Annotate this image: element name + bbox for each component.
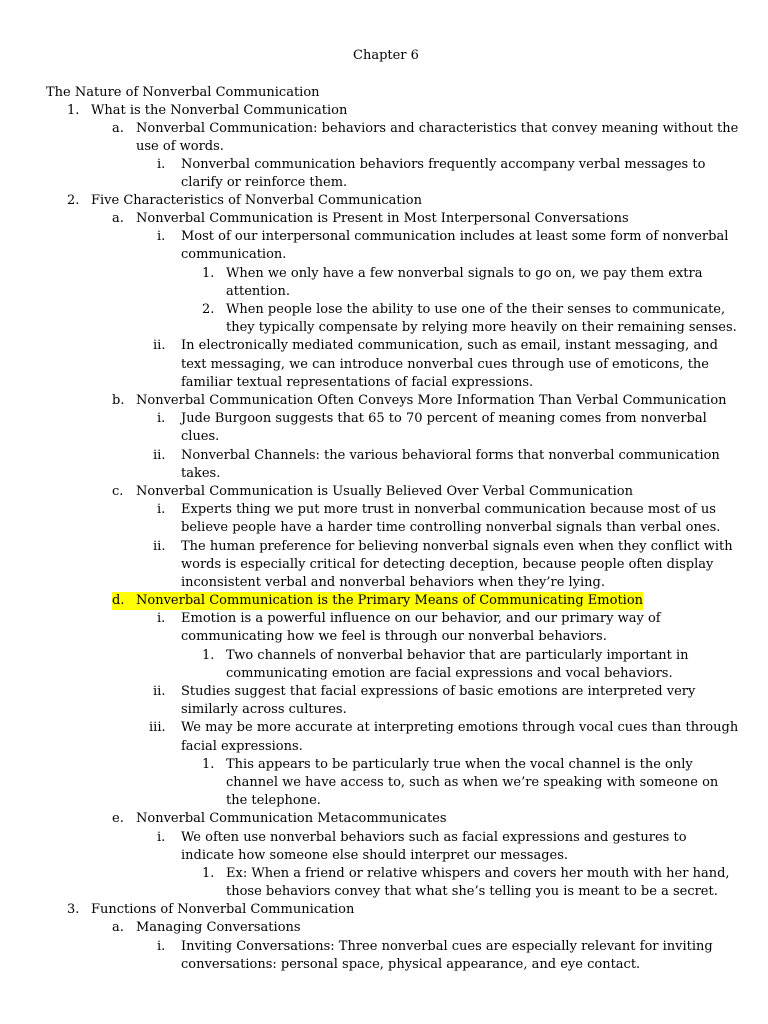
outline-line: [67, 901, 354, 919]
outline-text: inconsistent verbal and nonverbal behaviors when they’re lying.: [181, 575, 606, 590]
outline-line: [157, 501, 716, 519]
outline-text: takes.: [181, 466, 221, 481]
outline-line: [202, 865, 730, 883]
outline-line: [181, 956, 640, 974]
outline-line: [149, 719, 739, 737]
outline-text: Nonverbal Channels: the various behavioral forms that nonverbal communication: [181, 448, 720, 463]
outline-text: Experts thing we put more trust in nonverbal communication because most of us: [181, 502, 716, 517]
list-marker: 1.: [202, 866, 215, 881]
outline-line: [202, 265, 702, 283]
outline-line: [202, 301, 725, 319]
outline-line: [226, 283, 290, 301]
outline-text: clarify or reinforce them.: [181, 175, 348, 190]
list-marker: i.: [157, 939, 166, 954]
section-heading: The Nature of Nonverbal Communication: [46, 85, 320, 100]
outline-text: Nonverbal communication behaviors frequently accompany verbal messages to: [181, 157, 706, 172]
outline-line: [153, 538, 733, 556]
outline-line: [181, 574, 605, 592]
outline-text: those behaviors convey that what she’s telling you is meant to be a secret.: [226, 884, 718, 899]
outline-text: they typically compensate by relying more heavily on their remaining senses.: [226, 320, 737, 335]
outline-text: indicate how someone else should interpret our messages.: [181, 848, 569, 863]
outline-line: [226, 665, 673, 683]
list-marker: b.: [112, 393, 125, 408]
list-marker: e.: [112, 811, 124, 826]
outline-text: The human preference for believing nonverbal signals even when they conflict with: [181, 539, 733, 554]
list-marker: 1.: [202, 648, 215, 663]
list-marker: 2.: [67, 193, 80, 208]
list-marker: 3.: [67, 902, 80, 917]
outline-text: We may be more accurate at interpreting emotions through vocal cues than through: [181, 720, 739, 735]
outline-line: [181, 738, 303, 756]
outline-text: Nonverbal Communication Metacommunicates: [136, 811, 447, 826]
outline-line: [202, 647, 689, 665]
outline-line: [112, 919, 301, 937]
outline-text: believe people have a harder time controlling nonverbal signals than verbal ones.: [181, 520, 721, 535]
outline-line: [112, 810, 447, 828]
outline-line: [181, 701, 347, 719]
outline-line: [67, 192, 422, 210]
outline-text: familiar textual representations of facial expressions.: [181, 375, 534, 390]
list-marker: 2.: [202, 302, 215, 317]
outline-line: [136, 138, 224, 156]
outline-line: [67, 102, 347, 120]
outline-text: Five Characteristics of Nonverbal Communication: [91, 193, 422, 208]
chapter-title: Chapter 6: [353, 48, 419, 63]
outline-text: Studies suggest that facial expressions of basic emotions are interpreted very: [181, 684, 696, 699]
outline-text: words is especially critical for detecting deception, because people often display: [181, 557, 714, 572]
outline-text: Inviting Conversations: Three nonverbal cues are especially relevant for inviting: [181, 939, 713, 954]
list-marker: ii.: [153, 539, 166, 554]
list-marker: ii.: [153, 448, 166, 463]
list-marker: 1.: [67, 103, 80, 118]
outline-line: [181, 628, 607, 646]
outline-text: similarly across cultures.: [181, 702, 347, 717]
outline-line: [112, 392, 727, 410]
list-marker: i.: [157, 157, 166, 172]
outline-text: Managing Conversations: [136, 920, 301, 935]
outline-text: channel we have access to, such as when we’re speaking with someone on: [226, 775, 719, 790]
outline-text: Most of our interpersonal communication includes at least some form of nonverbal: [181, 229, 729, 244]
list-marker: a.: [112, 920, 124, 935]
outline-text: This appears to be particularly true when the vocal channel is the only: [226, 757, 693, 772]
outline-line: [181, 356, 709, 374]
outline-text: Functions of Nonverbal Communication: [91, 902, 355, 917]
outline-line: [157, 829, 687, 847]
outline-text: Ex: When a friend or relative whispers and covers her mouth with her hand,: [226, 866, 730, 881]
outline-line: [112, 483, 633, 501]
outline-text: conversations: personal space, physical appearance, and eye contact.: [181, 957, 641, 972]
outline-text: communicating how we feel is through our nonverbal behaviors.: [181, 629, 607, 644]
outline-text: When we only have a few nonverbal signals to go on, we pay them extra: [226, 266, 703, 281]
outline-text: Emotion is a powerful influence on our behavior, and our primary way of: [181, 611, 661, 626]
highlighted-outline-line: [112, 592, 643, 610]
list-marker: 1.: [202, 757, 215, 772]
outline-text: Nonverbal Communication is the Primary Means of Communicating Emotion: [136, 593, 644, 608]
list-marker: i.: [157, 611, 166, 626]
outline-line: [157, 228, 728, 246]
list-marker: i.: [157, 830, 166, 845]
outline-line: [181, 174, 347, 192]
list-marker: d.: [112, 593, 125, 608]
outline-line: [226, 319, 737, 337]
outline-line: [157, 610, 661, 628]
outline-text: Two channels of nonverbal behavior that are particularly important in: [226, 648, 689, 663]
outline-line: [226, 774, 718, 792]
list-marker: i.: [157, 502, 166, 517]
outline-line: [112, 120, 738, 138]
outline-text: clues.: [181, 429, 220, 444]
outline-text: facial expressions.: [181, 739, 303, 754]
outline-text: Nonverbal Communication Often Conveys More Information Than Verbal Communication: [136, 393, 727, 408]
outline-line: [157, 156, 705, 174]
outline-text: text messaging, we can introduce nonverbal cues through use of emoticons, the: [181, 357, 709, 372]
outline-line: [181, 465, 220, 483]
list-marker: a.: [112, 211, 124, 226]
outline-line: [226, 883, 718, 901]
outline-line: [153, 683, 696, 701]
outline-line: [157, 410, 707, 428]
outline-text: Jude Burgoon suggests that 65 to 70 percent of meaning comes from nonverbal: [181, 411, 707, 426]
list-marker: i.: [157, 411, 166, 426]
outline-text: attention.: [226, 284, 290, 299]
list-marker: a.: [112, 121, 124, 136]
outline-text: communication.: [181, 247, 287, 262]
outline-text: Nonverbal Communication is Usually Believed Over Verbal Communication: [136, 484, 633, 499]
list-marker: 1.: [202, 266, 215, 281]
outline-line: [181, 374, 533, 392]
outline-text: We often use nonverbal behaviors such as facial expressions and gestures to: [181, 830, 687, 845]
outline-text: In electronically mediated communication, such as email, instant messaging, and: [181, 338, 718, 353]
list-marker: ii.: [153, 684, 166, 699]
outline-line: [112, 210, 629, 228]
outline-line: [153, 337, 718, 355]
outline-text: use of words.: [136, 139, 224, 154]
outline-text: communicating emotion are facial expressions and vocal behaviors.: [226, 666, 673, 681]
outline-text: the telephone.: [226, 793, 321, 808]
outline-line: [153, 447, 720, 465]
outline-line: [181, 847, 568, 865]
list-marker: iii.: [149, 720, 166, 735]
outline-line: [181, 428, 219, 446]
outline-text: What is the Nonverbal Communication: [91, 103, 348, 118]
outline-text: When people lose the ability to use one of the their senses to communicate,: [226, 302, 726, 317]
outline-line: [202, 756, 693, 774]
outline-line: [181, 556, 713, 574]
outline-text: Nonverbal Communication: behaviors and characteristics that convey meaning without the: [136, 121, 739, 136]
list-marker: i.: [157, 229, 166, 244]
list-marker: ii.: [153, 338, 166, 353]
outline-text: Nonverbal Communication is Present in Most Interpersonal Conversations: [136, 211, 629, 226]
outline-line: [226, 792, 321, 810]
outline-line: [181, 246, 286, 264]
outline-line: [157, 938, 713, 956]
outline-line: [181, 519, 720, 537]
list-marker: c.: [112, 484, 124, 499]
